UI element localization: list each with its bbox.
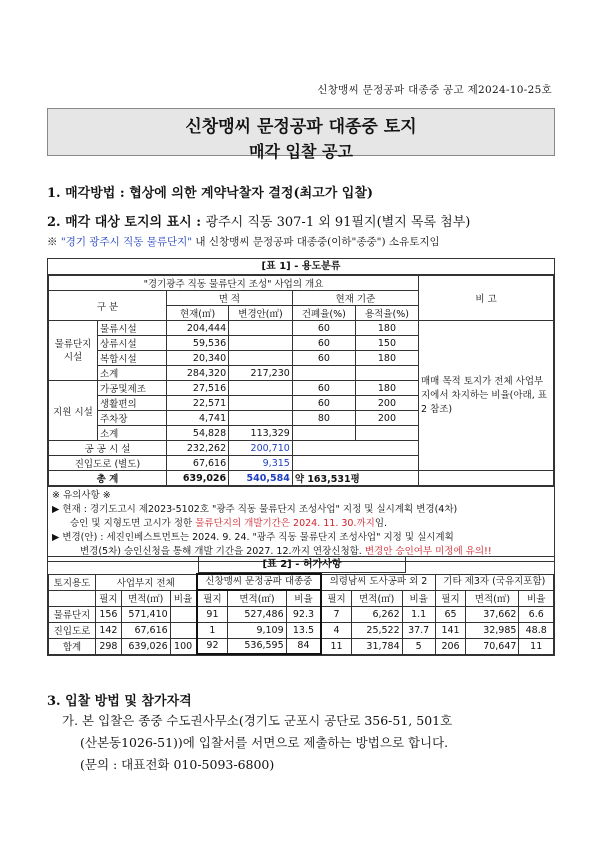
row-changed (229, 396, 293, 411)
row-far: 200 (355, 396, 418, 411)
row-use: 합계 (49, 638, 96, 654)
table1-bigo-header: 비 고 (419, 276, 554, 321)
h-area: 면적(㎡) (121, 590, 170, 606)
row-changed: 217,230 (229, 366, 293, 381)
section-2-text: 광주시 직동 307-1 외 91필지(별지 목록 첨부) (205, 215, 471, 230)
note-2: ▶ 변경(안) : 세진인베스트먼트는 2024. 9. 24. "광주 직동 물류단지 조성사업" 지정 및 실시계획 (52, 532, 454, 543)
cell: 141 (435, 622, 466, 638)
table-row (49, 638, 554, 654)
h-area: 면적(㎡) (466, 590, 519, 606)
title-box (47, 108, 555, 161)
row-now: 20,340 (167, 351, 229, 366)
table1-h-far: 용적율(%) (355, 306, 418, 321)
group-logistics: 물류단지 시설 (49, 321, 98, 381)
cell: 11 (519, 638, 554, 654)
cell: 9,109 (228, 622, 286, 638)
cell: 65 (435, 606, 466, 622)
row-bcr (292, 366, 355, 381)
table-row (49, 606, 554, 622)
row-road: 진입도로 (별도) (49, 456, 167, 471)
row-far (355, 366, 418, 381)
table2 (48, 573, 554, 655)
cell: 6,262 (351, 606, 402, 622)
title-line2: 매각 입찰 공고 (249, 142, 353, 161)
row-far (355, 426, 418, 441)
row-changed (229, 411, 293, 426)
row-now: 27,516 (167, 381, 229, 396)
table1-notes (48, 486, 554, 561)
cell: 92.3 (286, 606, 321, 622)
h-area: 면적(㎡) (228, 590, 286, 606)
row-far: 180 (355, 381, 418, 396)
cell: 527,486 (228, 606, 286, 622)
table1-box (47, 258, 555, 562)
cell: 7 (321, 606, 351, 622)
row-now: 284,320 (167, 366, 229, 381)
notes-head: ※ 유의사항 ※ (52, 490, 111, 501)
row-extra: 약 163,531평 (292, 471, 418, 486)
table1-bigo-text: 매매 목적 토지가 전체 사업부지에서 차지하는 비율(아래, 표2 참조) (419, 321, 554, 471)
row-far: 180 (355, 321, 418, 336)
row-public: 공 공 시 설 (49, 441, 167, 456)
section-1-text: 협상에 의한 계약낙찰자 결정(최고가 입찰) (129, 186, 374, 201)
row-now: 639,026 (167, 471, 229, 486)
row-bcr: 60 (292, 396, 355, 411)
h-ratio: 비율 (170, 590, 196, 606)
row-now: 232,262 (167, 441, 229, 456)
cell: 142 (96, 622, 122, 638)
cell: 206 (435, 638, 466, 654)
table1-h-bcr: 건폐율(%) (292, 306, 355, 321)
table1-gubun: 구 분 (49, 291, 167, 321)
cell: 37.7 (402, 622, 435, 638)
cell: 32,985 (466, 622, 519, 638)
table1-caption: [표 1] - 용도분류 (48, 259, 554, 275)
row-changed: 113,329 (229, 426, 293, 441)
row-now: 67,616 (167, 456, 229, 471)
section-1-label: 1. 매각방법 : (47, 186, 130, 201)
cell: 84 (286, 638, 321, 654)
cell: 92 (197, 638, 228, 654)
note-1: ▶ 현재 : 경기도고시 제2023-5102호 "광주 직동 물류단지 조성사업" 지정 및 실시계획 변경(4차) (52, 504, 458, 515)
cell: 91 (197, 606, 228, 622)
cell (170, 606, 196, 622)
row-use: 진입도로 (49, 622, 96, 638)
t2-h-use: 토지용도 (49, 574, 96, 590)
t2-h-ours: 신창맹씨 문정공파 대종중 (197, 574, 322, 590)
row-use: 물류단지 (49, 606, 96, 622)
h-ratio: 비율 (286, 590, 321, 606)
section-1 (47, 182, 373, 201)
cell: 100 (170, 638, 196, 654)
row-now: 204,444 (167, 321, 229, 336)
table-row (49, 622, 554, 638)
section-3-title: 3. 입찰 방법 및 참가자격 (47, 694, 192, 709)
note-blue: "경기 광주시 직동 물류단지" (60, 236, 193, 248)
cell: 6.6 (519, 606, 554, 622)
cell: 639,026 (121, 638, 170, 654)
row-bcr (292, 426, 355, 441)
row-changed (229, 321, 293, 336)
row-bcr: 80 (292, 411, 355, 426)
row-total: 총 계 (49, 471, 167, 486)
cell: 25,522 (351, 622, 402, 638)
cell: 11 (321, 638, 351, 654)
table2-caption: [표 2] - 허가사항 (198, 557, 406, 573)
table1-project: "경기광주 직동 물류단지 조성" 사업의 개요 (49, 276, 419, 291)
section-3-line3: (문의 : 대표전화 010-5093-6800) (80, 757, 275, 772)
section-2 (47, 211, 470, 230)
empty-cell (419, 471, 554, 486)
note-2b-a: 변경(5차) 승인신청을 통해 개발 기간을 2027. 12.까지 연장신청함. (80, 546, 365, 557)
cell: 536,595 (228, 638, 286, 654)
row-name: 복합시설 (98, 351, 167, 366)
h-area: 면적(㎡) (351, 590, 402, 606)
table1-h-changed: 변경안(㎡) (229, 306, 293, 321)
table-row (49, 321, 554, 336)
cell: 4 (321, 622, 351, 638)
cell: 31,784 (351, 638, 402, 654)
table1-h-now: 현재(㎡) (167, 306, 229, 321)
cell: 156 (96, 606, 122, 622)
row-bcr: 60 (292, 336, 355, 351)
h-ratio: 비율 (402, 590, 435, 606)
h-lots: 필지 (435, 590, 466, 606)
row-changed: 200,710 (229, 441, 293, 456)
note-1b-red: 물류단지의 개발기간은 2024. 11. 30.까지 (195, 518, 375, 529)
empty-cell (292, 456, 418, 471)
h-lots: 필지 (321, 590, 351, 606)
row-name: 생활편의 (98, 396, 167, 411)
h-lots: 필지 (96, 590, 122, 606)
cell: 37,662 (466, 606, 519, 622)
row-now: 59,536 (167, 336, 229, 351)
cell: 48.8 (519, 622, 554, 638)
row-far: 180 (355, 351, 418, 366)
cell: 13.5 (286, 622, 321, 638)
table1-current-header: 현재 기준 (292, 291, 418, 306)
cell: 1.1 (402, 606, 435, 622)
cell: 5 (402, 638, 435, 654)
t2-h-uir: 의령남씨 도사공파 외 2 (321, 574, 435, 590)
table-row (49, 471, 554, 486)
note-1b-b: 임. (374, 518, 388, 529)
row-now: 22,571 (167, 396, 229, 411)
row-bcr: 60 (292, 381, 355, 396)
row-changed (229, 351, 293, 366)
row-far: 150 (355, 336, 418, 351)
cell: 571,410 (121, 606, 170, 622)
row-changed (229, 336, 293, 351)
note-2b-red: 변경안 승인여부 미정에 유의!! (364, 546, 492, 557)
table2-box (47, 556, 555, 656)
row-changed: 9,315 (229, 456, 293, 471)
table1-area-header: 면 적 (167, 291, 293, 306)
row-changed (229, 381, 293, 396)
note-1b-a: 승인 및 지형도면 고시가 정한 (70, 518, 196, 529)
row-name: 물류시설 (98, 321, 167, 336)
note-prefix: ※ (47, 236, 61, 248)
t2-h-all: 사업부지 전체 (96, 574, 197, 590)
group-support: 지원 시설 (49, 381, 98, 441)
section-3-line2: (산본동1026-51))에 입찰서를 서면으로 제출하는 방법으로 합니다. (80, 735, 449, 750)
row-name: 소계 (98, 426, 167, 441)
note-suffix: 내 신창맹씨 문정공파 대종중(이하"종중") 소유토지임 (192, 236, 440, 248)
notice-number: 신창맹씨 문정공파 대종중 공고 제2024-10-25호 (317, 84, 552, 96)
row-now: 4,741 (167, 411, 229, 426)
cell (170, 622, 196, 638)
row-bcr: 60 (292, 351, 355, 366)
section-2-note (47, 234, 440, 249)
empty-cell (292, 441, 418, 456)
row-name: 가공및제조 (98, 381, 167, 396)
table1 (48, 275, 554, 486)
h-lots: 필지 (197, 590, 228, 606)
title-line1: 신창맹씨 문정공파 대종중 토지 (185, 117, 417, 137)
row-changed: 540,584 (229, 471, 293, 486)
row-name: 소계 (98, 366, 167, 381)
t2-h-etc: 기타 제3자 (국유지포함) (435, 574, 553, 590)
empty-cell (49, 590, 96, 606)
cell: 70,647 (466, 638, 519, 654)
cell: 67,616 (121, 622, 170, 638)
section-3-body (62, 710, 562, 776)
row-now: 54,828 (167, 426, 229, 441)
cell: 1 (197, 622, 228, 638)
note-1b (52, 517, 550, 531)
h-ratio: 비율 (519, 590, 554, 606)
cell: 298 (96, 638, 122, 654)
row-far: 200 (355, 411, 418, 426)
row-name: 상류시설 (98, 336, 167, 351)
section-3-line1: 가. 본 입찰은 종중 수도권사무소(경기도 군포시 공단로 356-51, 501호 (62, 713, 453, 728)
row-bcr: 60 (292, 321, 355, 336)
row-name: 주차장 (98, 411, 167, 426)
section-2-label: 2. 매각 대상 토지의 표시 : (47, 215, 206, 230)
